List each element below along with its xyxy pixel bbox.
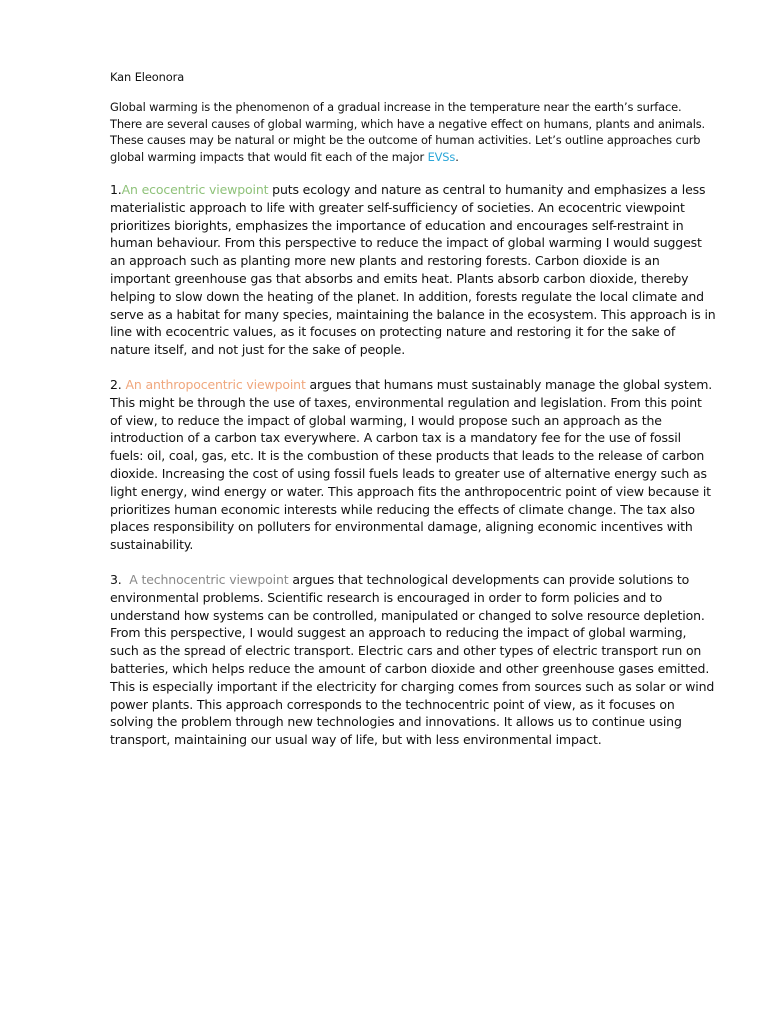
evss-link[interactable]: EVSs [427,149,456,164]
paragraph-text: puts ecology and nature as central to humanity and emphasizes a less materialistic approach to life with greater self-sufficiency of societies. An ecocentric viewpoint prioritizes biorights, emphasizes the importance of education and encourages self-restraint in human behaviour. From this perspective to reduce the impact of global warming I would suggest an approach such as planting more new plants and restoring forests. Carbon dioxide is an important greenhouse gas that absorbs and emits heat. Plants absorb carbon dioxide, thereby helping to slow down the heating of the planet. In addition, forests regulate the local climate and serve as a habitat for many species, maintaining the balance in the ecosystem. This approach is in line with ecocentric values, as it focuses on protecting nature and restoring it for the sake of nature itself, and not just for the sake of people. [110,182,716,358]
ecocentric-viewpoint-highlight: An ecocentric viewpoint [121,182,269,197]
intro-text: Global warming is the phenomenon of a gradual increase in the temperature near the earth’s surface. There are several causes of global warming, which have a negative effect on humans, plants and animals. These causes may be natural or might be the outcome of human activities. Let’s outline approaches curb global warming impacts that would fit each of the major [110,100,706,164]
anthropocentric-viewpoint-highlight: An anthropocentric viewpoint [125,376,306,392]
author-name: Kan Eleonora [110,70,185,84]
paragraph-technocentric [110,571,716,749]
paragraph-ecocentric [110,181,716,359]
paragraph-number: 1. [110,182,122,197]
technocentric-viewpoint-highlight: A technocentric viewpoint [129,571,289,587]
paragraph-text: argues that humans must sustainably manage the global system. This might be through the use of taxes, environmental regulation and legislation. From this point of view, to reduce the impact of global warming, I would propose such an approach as the introduction of a carbon tax everywhere. A carbon tax is a mandatory fee for the use of fossil fuels: oil, coal, gas, etc. It is the combustion of these products that leads to the release of carbon dioxide. Increasing the cost of using fossil fuels leads to greater use of alternative energy such as light energy, wind energy or water. This approach fits the anthropocentric point of view because it prioritizes human economic interests while reducing the effects of climate change. The tax also places responsibility on polluters for environmental damage, aligning economic incentives with sustainability. [110,376,713,553]
document-page [110,68,716,766]
paragraph-text: argues that technological developments can provide solutions to environmental problems. Scientific research is encouraged in order to form policies and to understand how systems can be controlled, manipulated or changed to solve resource depletion. From this perspective, I would suggest an approach to reducing the impact of global warming, such as the spread of electric transport. Electric cars and other types of electric transport run on batteries, which helps reduce the amount of carbon dioxide and other greenhouse gases emitted. This is especially important if the electricity for charging comes from sources such as solar or wind power plants. This approach corresponds to the technocentric point of view, as it focuses on solving the problem through new technologies and innovations. It allows us to continue using transport, maintaining our usual way of life, but with less environmental impact. [110,571,715,748]
intro-end: . [455,149,459,164]
paragraph-number: 3. [110,571,130,587]
intro-paragraph [110,99,716,165]
paragraph-anthropocentric [110,376,716,554]
paragraph-number: 2. [110,376,126,392]
